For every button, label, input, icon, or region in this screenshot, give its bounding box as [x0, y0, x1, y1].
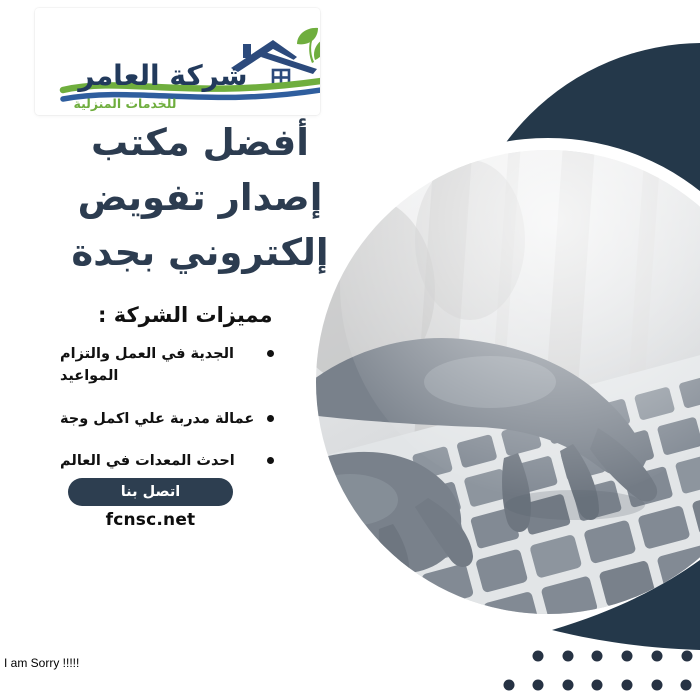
- contact-us-button[interactable]: اتصل بنا: [68, 478, 233, 506]
- main-headline: [15, 116, 385, 280]
- website-url[interactable]: fcnsc.net: [105, 510, 196, 530]
- bullet-dot-icon: [267, 415, 274, 422]
- features-title: مميزات الشركة :: [98, 303, 273, 327]
- dots-pattern: [504, 651, 693, 691]
- bullet-dot-icon: [267, 457, 274, 464]
- feature-item: [60, 408, 320, 430]
- bullet-dot-icon: [267, 350, 274, 357]
- feature-text: احدث المعدات في العالم: [60, 453, 235, 470]
- sorry-watermark-text: I am Sorry !!!!!: [4, 656, 80, 670]
- headline-line-3: إلكتروني بجدة: [71, 230, 329, 274]
- features-section: [60, 303, 320, 493]
- feature-text: عمالة مدربة علي اكمل وجة: [60, 410, 255, 427]
- logo-graphic: [35, 8, 320, 115]
- logo-tagline: للخدمات المنزلية: [73, 96, 177, 111]
- logo-company-name: شركة العامر: [78, 59, 248, 92]
- feature-item: [60, 343, 320, 388]
- feature-text: الجدية في العمل والتزام المواعيد: [60, 346, 235, 385]
- headline-line-1: أفضل مكتب: [91, 121, 309, 164]
- feature-item: [60, 450, 320, 472]
- headline-line-2: إصدار تفويض: [77, 175, 323, 219]
- leaf-icon: [297, 28, 320, 63]
- company-logo: [35, 8, 320, 115]
